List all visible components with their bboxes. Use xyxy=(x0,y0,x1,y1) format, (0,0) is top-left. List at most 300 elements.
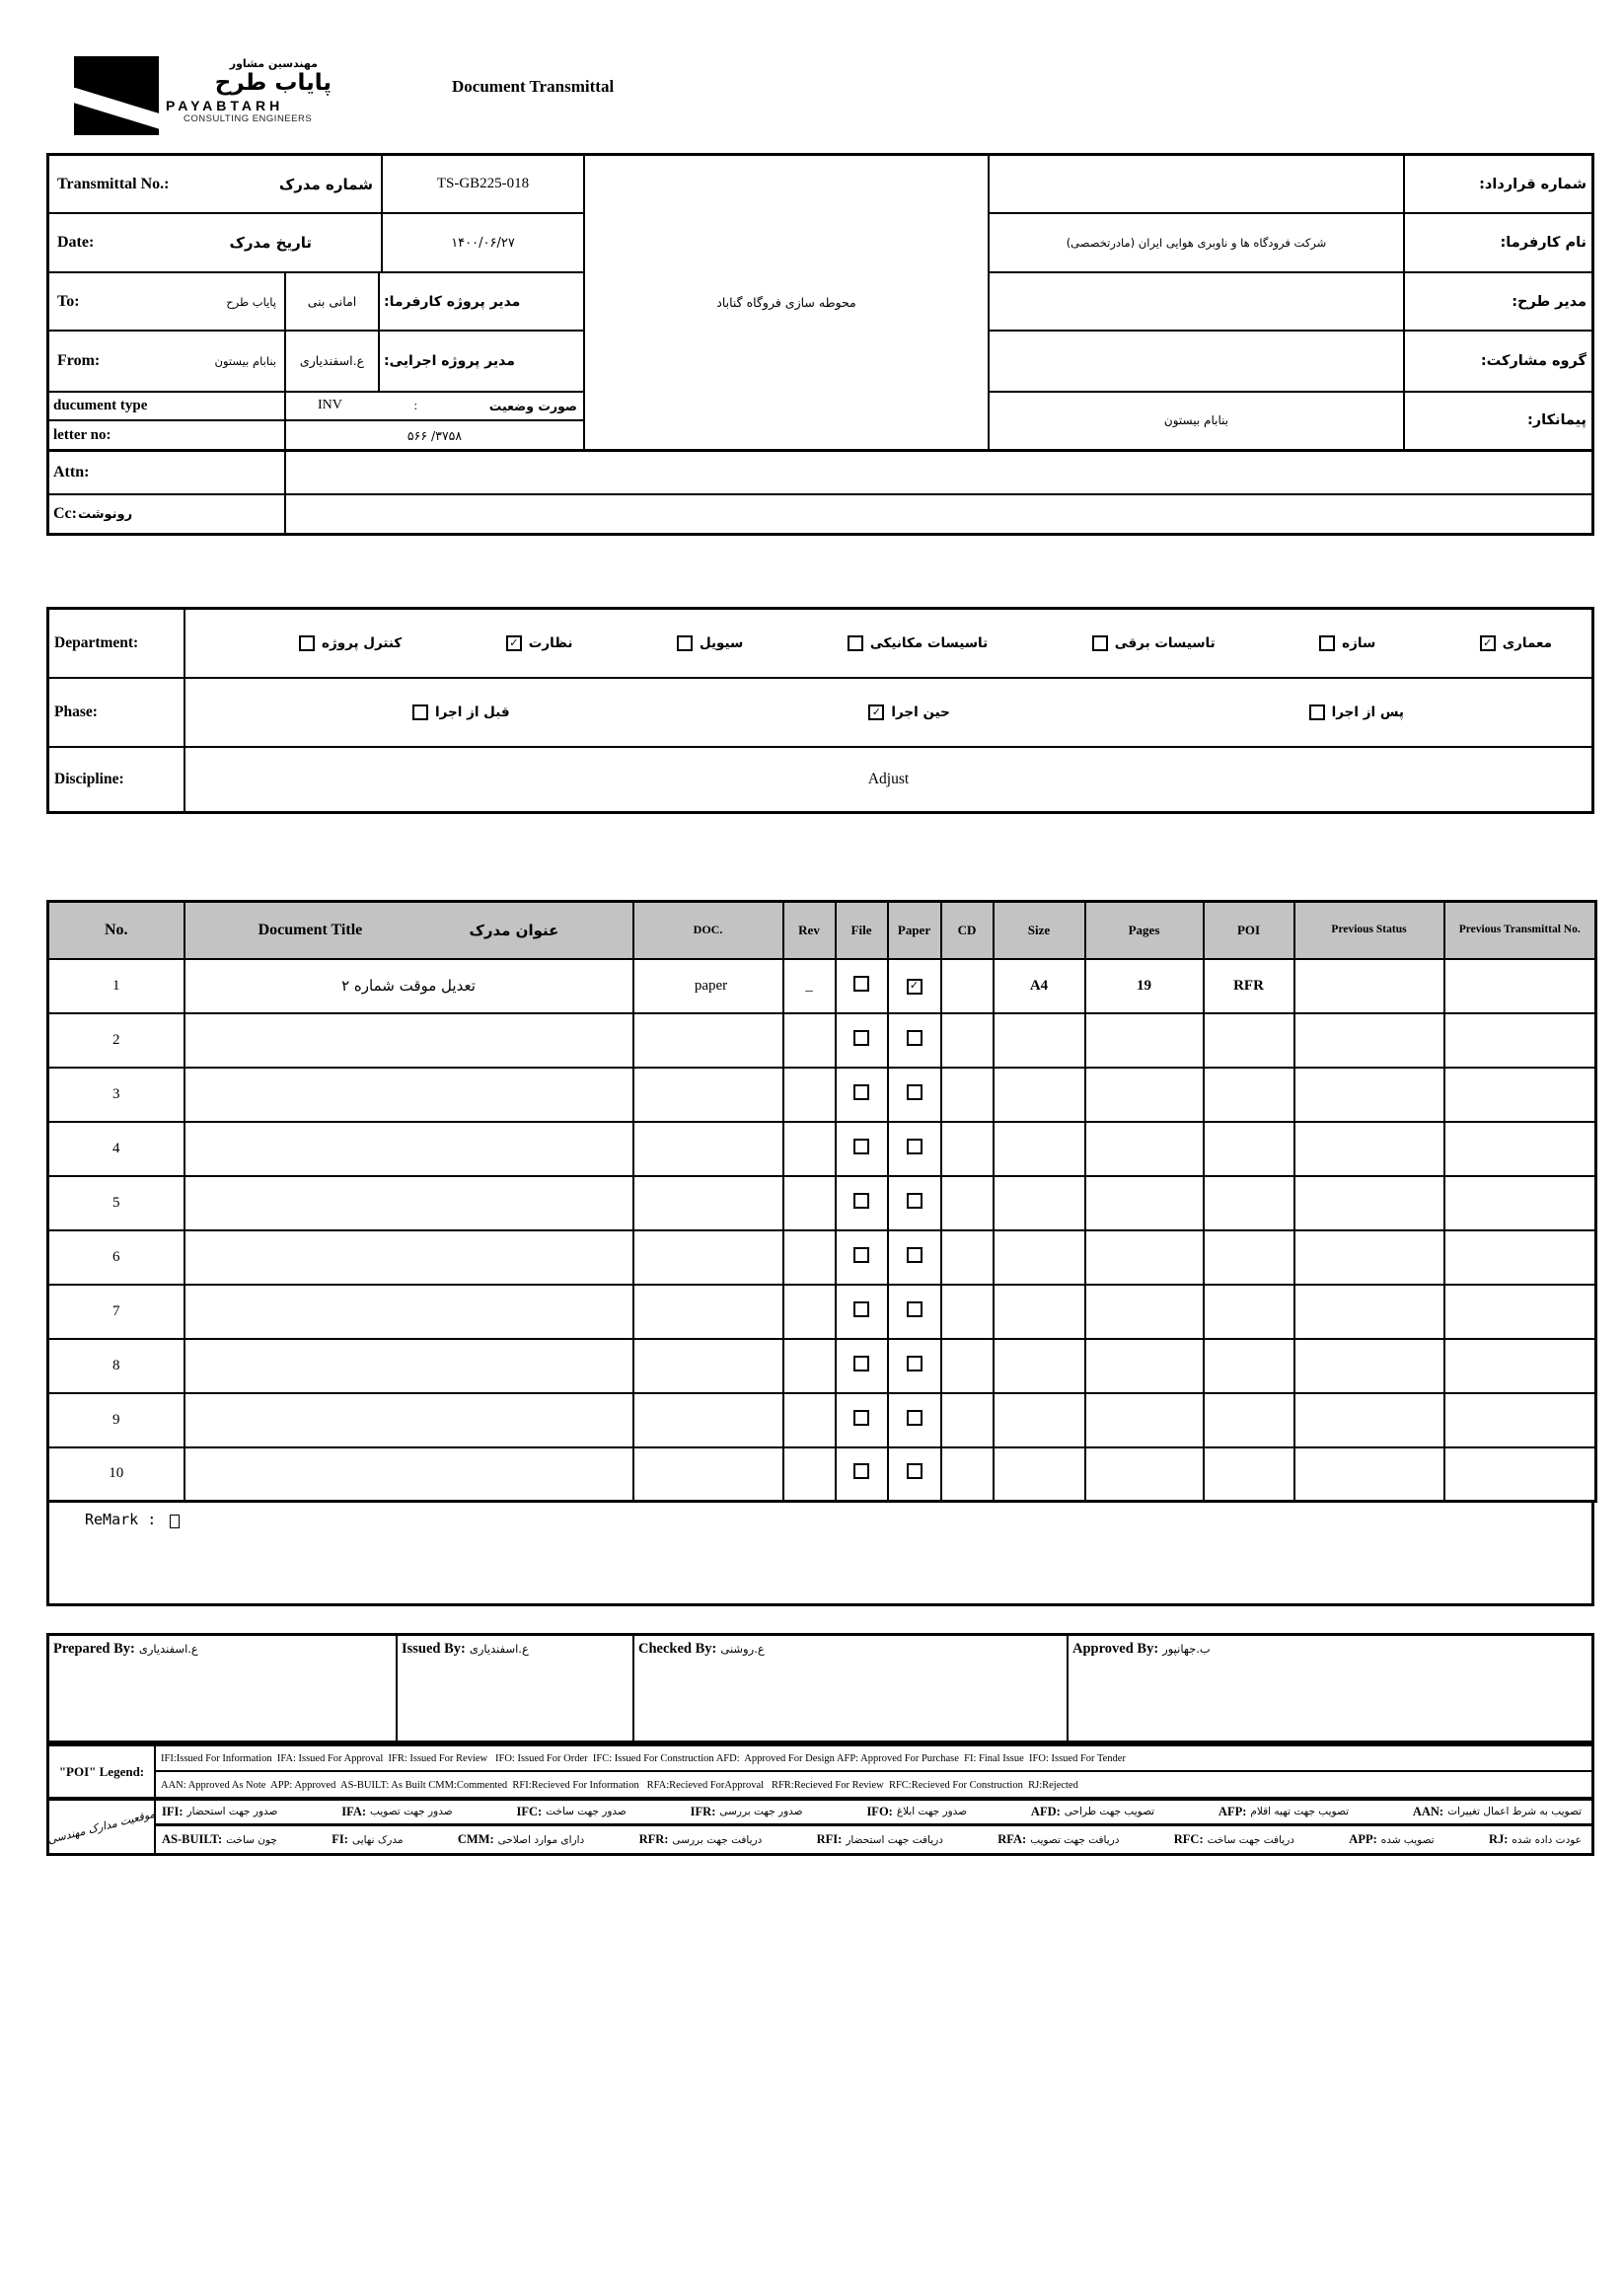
phase-checkbox[interactable]: ✓ xyxy=(868,704,884,720)
file-checkbox[interactable] xyxy=(853,1247,869,1263)
row-prev-status xyxy=(1294,1447,1444,1502)
doctype-value: INV : صورت وضعیت xyxy=(286,393,585,422)
row-prev-transmittal xyxy=(1444,1339,1596,1393)
table-row xyxy=(48,959,1596,1013)
prepared-by: Prepared By: ع.اسفندیاری xyxy=(49,1636,398,1741)
date-value: ۱۴۰۰/۰۶/۲۷ xyxy=(383,214,585,272)
logo-fa-tagline: مهندسین مشاور xyxy=(229,57,318,70)
col-file: File xyxy=(836,902,888,959)
row-size xyxy=(994,1122,1085,1176)
legend-text: تصویب به شرط اعمال تغییرات xyxy=(1447,1806,1582,1817)
legend-entry xyxy=(1174,1832,1294,1847)
row-prev-status xyxy=(1294,1230,1444,1285)
doctype-label: ducument type xyxy=(49,393,286,422)
row-size xyxy=(994,1339,1085,1393)
to-value: پایاب طرح xyxy=(226,294,276,309)
file-checkbox[interactable] xyxy=(853,1356,869,1371)
letterno-value: ۵۶۶ /۳۷۵۸ xyxy=(286,421,585,449)
row-title xyxy=(185,1122,633,1176)
row-size xyxy=(994,1285,1085,1339)
contract-no-label: شماره قرارداد: xyxy=(1403,156,1591,212)
paper-checkbox[interactable] xyxy=(907,1084,923,1100)
department-checkbox[interactable] xyxy=(1092,635,1108,651)
paper-checkbox[interactable] xyxy=(907,1193,923,1209)
department-option xyxy=(848,635,988,651)
row-pages xyxy=(1085,1285,1204,1339)
row-paper xyxy=(888,1013,941,1068)
remark-label: ReMark : xyxy=(85,1511,157,1528)
legend-text: مدرک نهایی xyxy=(351,1833,404,1846)
legend-code: AFP: xyxy=(1218,1804,1247,1818)
department-checkbox[interactable] xyxy=(677,635,693,651)
row-doc: paper xyxy=(633,959,783,1013)
legend-text: عودت داده شده xyxy=(1512,1833,1582,1846)
row-cd xyxy=(941,1447,994,1502)
row-file xyxy=(836,1122,888,1176)
legend-entry xyxy=(162,1832,277,1847)
remark-section xyxy=(46,1503,1594,1606)
row-title xyxy=(185,1393,633,1447)
legend-entry xyxy=(1031,1805,1154,1819)
legend-entry xyxy=(458,1832,584,1847)
row-prev-transmittal xyxy=(1444,1447,1596,1502)
logo-swoosh-icon xyxy=(74,86,159,132)
department-option-label: نظارت xyxy=(528,635,573,651)
row-size xyxy=(994,1230,1085,1285)
row-cd xyxy=(941,1393,994,1447)
col-paper: Paper xyxy=(888,902,941,959)
row-paper xyxy=(888,1230,941,1285)
fa-legend-line2 xyxy=(156,1826,1591,1853)
row-file xyxy=(836,1285,888,1339)
phase-option xyxy=(1309,704,1404,720)
row-poi xyxy=(1204,1122,1294,1176)
paper-checkbox[interactable] xyxy=(907,1247,923,1263)
legend-code: RFC: xyxy=(1173,1832,1204,1846)
plan-manager-value xyxy=(990,273,1403,330)
document-list xyxy=(46,900,1594,1606)
legend-text: صدور جهت تصویب xyxy=(370,1806,453,1817)
phase-checkbox[interactable] xyxy=(412,704,428,720)
legend-entry xyxy=(691,1805,803,1819)
file-checkbox[interactable] xyxy=(853,1030,869,1046)
legend-code: RFI: xyxy=(816,1832,843,1846)
col-doc: DOC. xyxy=(633,902,783,959)
department-checkbox[interactable] xyxy=(1319,635,1335,651)
from-role-label: مدیر پروژه اجرایی: xyxy=(380,332,585,392)
row-prev-transmittal xyxy=(1444,1285,1596,1339)
legend-entry xyxy=(1413,1805,1582,1819)
logo-fa-brand: پایاب طرح xyxy=(214,70,332,96)
legend-text: چون ساخت xyxy=(226,1833,277,1846)
legend-code: RFA: xyxy=(997,1832,1027,1846)
file-checkbox[interactable] xyxy=(853,1301,869,1317)
department-option-label: معماری xyxy=(1502,635,1552,651)
project-name: محوطه سازی فروگاه گناباد xyxy=(585,156,990,449)
row-title xyxy=(185,1285,633,1339)
col-prev-status: Previous Status xyxy=(1294,902,1444,959)
row-doc xyxy=(633,1068,783,1122)
legend-entry xyxy=(866,1805,967,1819)
paper-checkbox[interactable]: ✓ xyxy=(907,979,923,995)
client-name-value: شرکت فرودگاه ها و ناوبری هوایی ایران (مادرتخصصی) xyxy=(1066,236,1327,251)
row-cd xyxy=(941,1068,994,1122)
from-value: بنابام بیستون xyxy=(214,353,276,368)
row-file xyxy=(836,1013,888,1068)
legend-text: تصویب جهت طراحی xyxy=(1064,1806,1155,1817)
poi-legend-line2: AAN: Approved As Note APP: Approved AS-BUILT: As Built CMM:Commented RFI:Recieved For Information RFA:Recieved ForApproval RFR:Recieved For Review RFC:Recieved For Construction RJ:Rejected xyxy=(161,1779,1078,1791)
from-field: From: بنابام بیستون xyxy=(49,332,286,392)
department-option xyxy=(299,635,402,651)
row-no: 7 xyxy=(48,1285,185,1339)
row-doc xyxy=(633,1230,783,1285)
row-prev-transmittal xyxy=(1444,1393,1596,1447)
row-prev-transmittal xyxy=(1444,1230,1596,1285)
table-row xyxy=(48,1176,1596,1230)
row-cd xyxy=(941,1013,994,1068)
remark-box-icon xyxy=(170,1515,180,1528)
legend-text: صدور جهت ابلاغ xyxy=(896,1806,968,1817)
department-option xyxy=(1092,635,1216,651)
legend-entry xyxy=(162,1805,277,1819)
row-no: 10 xyxy=(48,1447,185,1502)
row-cd xyxy=(941,1285,994,1339)
row-poi: RFR xyxy=(1204,959,1294,1013)
phase-option-label: پس از اجرا xyxy=(1331,704,1404,720)
row-prev-status xyxy=(1294,1176,1444,1230)
legend-code: IFR: xyxy=(690,1804,716,1818)
department-checkbox[interactable] xyxy=(848,635,863,651)
legend-code: APP: xyxy=(1349,1832,1377,1846)
row-poi xyxy=(1204,1068,1294,1122)
legend-code: AFD: xyxy=(1030,1804,1061,1818)
row-file xyxy=(836,1068,888,1122)
department-option-label: تاسیسات برقی xyxy=(1114,635,1216,651)
row-rev xyxy=(783,1393,836,1447)
legend-code: RFR: xyxy=(638,1832,669,1846)
row-rev xyxy=(783,1447,836,1502)
partnership-group-value xyxy=(990,332,1403,390)
document-table-header xyxy=(48,902,1596,959)
from-person: ع.اسفندیاری xyxy=(286,332,380,392)
row-size xyxy=(994,1447,1085,1502)
row-doc xyxy=(633,1339,783,1393)
legend-text: تصویب شده xyxy=(1380,1833,1435,1846)
row-prev-transmittal xyxy=(1444,1122,1596,1176)
legend-code: AAN: xyxy=(1412,1804,1444,1818)
legend-code: FI: xyxy=(332,1832,348,1846)
phase-option-label: حین اجرا xyxy=(891,704,950,720)
department-option-label: کنترل پروژه xyxy=(322,635,403,651)
row-pages: 19 xyxy=(1085,959,1204,1013)
partnership-group-label: گروه مشارکت: xyxy=(1403,332,1591,390)
row-doc xyxy=(633,1447,783,1502)
company-logo xyxy=(74,56,159,135)
row-file xyxy=(836,959,888,1013)
row-paper xyxy=(888,1068,941,1122)
row-size: A4 xyxy=(994,959,1085,1013)
logo-en-subtitle: CONSULTING ENGINEERS xyxy=(184,113,313,124)
row-rev xyxy=(783,1285,836,1339)
legend-text: صدور جهت ساخت xyxy=(546,1806,627,1817)
to-field: To: پایاب طرح xyxy=(49,273,286,332)
department-checkbox[interactable] xyxy=(299,635,315,651)
row-no: 3 xyxy=(48,1068,185,1122)
row-rev xyxy=(783,1068,836,1122)
row-title xyxy=(185,1176,633,1230)
date-label: Date: تاریخ مدرک xyxy=(49,214,383,272)
fa-legend-line1 xyxy=(156,1800,1591,1826)
row-title xyxy=(185,1013,633,1068)
table-row xyxy=(48,1013,1596,1068)
row-no: 1 xyxy=(48,959,185,1013)
row-file xyxy=(836,1339,888,1393)
legend-entry xyxy=(332,1832,403,1847)
file-checkbox[interactable] xyxy=(853,1084,869,1100)
legend-code: IFC: xyxy=(516,1804,543,1818)
phase-option xyxy=(868,704,949,720)
row-cd xyxy=(941,1230,994,1285)
legend-code: IFA: xyxy=(341,1804,367,1818)
row-prev-status xyxy=(1294,959,1444,1013)
legend-text: دارای موارد اصلاحی xyxy=(497,1833,585,1846)
paper-checkbox[interactable] xyxy=(907,1030,923,1046)
col-no: No. xyxy=(48,902,185,959)
row-pages xyxy=(1085,1068,1204,1122)
row-poi xyxy=(1204,1393,1294,1447)
fa-legend-label: موقعیت مدارک مهندسی xyxy=(49,1800,156,1853)
paper-checkbox[interactable] xyxy=(907,1410,923,1426)
row-poi xyxy=(1204,1339,1294,1393)
row-cd xyxy=(941,1339,994,1393)
transmittal-no-label: Transmittal No.: شماره مدرک xyxy=(49,156,383,214)
discipline-value: Adjust xyxy=(867,771,910,787)
department-option-label: سیویل xyxy=(699,635,744,651)
table-row xyxy=(48,1285,1596,1339)
row-rev xyxy=(783,1230,836,1285)
file-checkbox[interactable] xyxy=(853,976,869,992)
poi-legend xyxy=(46,1743,1594,1801)
poi-legend-label: "POI" Legend: xyxy=(49,1746,156,1798)
row-rev xyxy=(783,1339,836,1393)
row-size xyxy=(994,1176,1085,1230)
row-prev-status xyxy=(1294,1285,1444,1339)
row-file xyxy=(836,1176,888,1230)
row-file xyxy=(836,1447,888,1502)
row-pages xyxy=(1085,1122,1204,1176)
row-paper xyxy=(888,1122,941,1176)
department-checkbox[interactable]: ✓ xyxy=(506,635,522,651)
plan-manager-label: مدیر طرح: xyxy=(1403,273,1591,330)
row-title xyxy=(185,1339,633,1393)
legend-entry xyxy=(341,1805,452,1819)
paper-checkbox[interactable] xyxy=(907,1301,923,1317)
col-cd: CD xyxy=(941,902,994,959)
row-pages xyxy=(1085,1339,1204,1393)
row-prev-transmittal xyxy=(1444,1068,1596,1122)
to-person: امانی بنی xyxy=(286,273,380,332)
row-prev-transmittal xyxy=(1444,959,1596,1013)
contractor-label: پیمانکار: xyxy=(1403,393,1591,449)
row-no: 5 xyxy=(48,1176,185,1230)
department-option xyxy=(506,635,573,651)
paper-checkbox[interactable] xyxy=(907,1356,923,1371)
legend-code: RJ: xyxy=(1488,1832,1509,1846)
row-prev-status xyxy=(1294,1013,1444,1068)
row-paper xyxy=(888,1285,941,1339)
row-title xyxy=(185,1068,633,1122)
row-prev-transmittal xyxy=(1444,1176,1596,1230)
file-checkbox[interactable] xyxy=(853,1410,869,1426)
contractor-value: بنابام بیستون xyxy=(1163,413,1229,428)
legend-entry xyxy=(639,1832,763,1847)
approved-by: Approved By: ب.جهانپور xyxy=(1072,1641,1211,1657)
row-size xyxy=(994,1013,1085,1068)
department-option xyxy=(677,635,743,651)
attn-label: Attn: xyxy=(49,452,286,493)
table-row xyxy=(48,1068,1596,1122)
legend-entry xyxy=(1218,1805,1349,1819)
cc-label: Cc: رونوشت xyxy=(49,495,286,533)
signatures-row xyxy=(46,1633,1594,1743)
row-cd xyxy=(941,959,994,1013)
row-no: 4 xyxy=(48,1122,185,1176)
row-poi xyxy=(1204,1176,1294,1230)
transmittal-info-table xyxy=(46,153,1594,536)
row-pages xyxy=(1085,1176,1204,1230)
row-paper xyxy=(888,1176,941,1230)
poi-legend-line1: IFI:Issued For Information IFA: Issued For Approval IFR: Issued For Review IFO: Issued For Order IFC: Issued For Construction AFD: Approved For Design AFP: Approved For Purchase FI: Final Issue IFO: Issued For Tender xyxy=(156,1746,1591,1772)
page-title: Document Transmittal xyxy=(452,77,615,96)
legend-code: CMM: xyxy=(457,1832,494,1846)
row-pages xyxy=(1085,1230,1204,1285)
cc-value xyxy=(286,495,1591,533)
transmittal-no-value: TS-GB225-018 xyxy=(383,156,585,214)
row-file xyxy=(836,1230,888,1285)
department-option-label: سازه xyxy=(1342,635,1376,651)
fa-legend xyxy=(46,1797,1594,1856)
row-no: 8 xyxy=(48,1339,185,1393)
row-prev-status xyxy=(1294,1393,1444,1447)
letterno-label: letter no: xyxy=(49,421,286,449)
client-name-label: نام کارفرما: xyxy=(1403,214,1591,270)
row-paper xyxy=(888,1447,941,1502)
file-checkbox[interactable] xyxy=(853,1463,869,1479)
row-doc xyxy=(633,1013,783,1068)
row-doc xyxy=(633,1122,783,1176)
legend-text: دریافت جهت تصویب xyxy=(1030,1833,1120,1846)
legend-text: تصویب جهت تهیه اقلام xyxy=(1250,1806,1349,1817)
legend-text: دریافت جهت استحضار xyxy=(846,1833,943,1846)
row-rev xyxy=(783,1176,836,1230)
phase-option-label: قبل از اجرا xyxy=(435,704,510,720)
paper-checkbox[interactable] xyxy=(907,1139,923,1154)
file-checkbox[interactable] xyxy=(853,1139,869,1154)
row-no: 2 xyxy=(48,1013,185,1068)
row-doc xyxy=(633,1176,783,1230)
row-doc xyxy=(633,1393,783,1447)
table-row xyxy=(48,1122,1596,1176)
legend-entry xyxy=(1349,1832,1434,1847)
row-paper xyxy=(888,1393,941,1447)
attn-value xyxy=(286,452,1591,493)
row-rev xyxy=(783,1013,836,1068)
col-pages: Pages xyxy=(1085,902,1204,959)
issued-by: Issued By: ع.اسفندیاری xyxy=(398,1636,634,1741)
department-options xyxy=(185,610,1591,677)
to-role-label: مدیر پروژه کارفرما: xyxy=(380,273,585,332)
row-file xyxy=(836,1393,888,1447)
row-title xyxy=(185,1230,633,1285)
row-cd xyxy=(941,1122,994,1176)
discipline-label: Discipline: xyxy=(49,748,185,811)
row-pages xyxy=(1085,1447,1204,1502)
table-row xyxy=(48,1393,1596,1447)
legend-entry xyxy=(997,1832,1119,1847)
legend-code: IFO: xyxy=(866,1804,893,1818)
legend-code: IFI: xyxy=(162,1804,184,1818)
classification-table xyxy=(46,607,1594,814)
department-option xyxy=(1480,635,1552,651)
col-size: Size xyxy=(994,902,1085,959)
col-poi: POI xyxy=(1204,902,1294,959)
legend-entry xyxy=(1489,1832,1582,1847)
col-prev-transmittal: Previous Transmittal No. xyxy=(1444,902,1596,959)
contract-no-value xyxy=(990,156,1403,212)
row-prev-status xyxy=(1294,1122,1444,1176)
legend-text: صدور جهت استحضار xyxy=(186,1806,278,1817)
department-checkbox[interactable]: ✓ xyxy=(1480,635,1496,651)
row-paper xyxy=(888,1339,941,1393)
phase-checkbox[interactable] xyxy=(1309,704,1325,720)
row-poi xyxy=(1204,1447,1294,1502)
table-row xyxy=(48,1447,1596,1502)
phase-options xyxy=(185,679,1591,746)
paper-checkbox[interactable] xyxy=(907,1463,923,1479)
row-doc xyxy=(633,1285,783,1339)
row-prev-status xyxy=(1294,1068,1444,1122)
row-no: 6 xyxy=(48,1230,185,1285)
col-rev: Rev xyxy=(783,902,836,959)
department-label: Department: xyxy=(49,610,185,677)
row-poi xyxy=(1204,1013,1294,1068)
file-checkbox[interactable] xyxy=(853,1193,869,1209)
row-cd xyxy=(941,1176,994,1230)
phase-label: Phase: xyxy=(49,679,185,746)
logo-en-brand: PAYABTARH xyxy=(166,98,284,113)
department-option xyxy=(1319,635,1375,651)
row-poi xyxy=(1204,1285,1294,1339)
row-no: 9 xyxy=(48,1393,185,1447)
row-rev: _ xyxy=(783,959,836,1013)
row-size xyxy=(994,1068,1085,1122)
col-title: Document Title عنوان مدرک xyxy=(185,902,633,959)
row-poi xyxy=(1204,1230,1294,1285)
row-pages xyxy=(1085,1393,1204,1447)
row-prev-status xyxy=(1294,1339,1444,1393)
legend-text: صدور جهت بررسی xyxy=(719,1806,803,1817)
checked-by: Checked By: ع.روشنی xyxy=(634,1636,1069,1741)
row-title: تعدیل موقت شماره ۲ xyxy=(185,959,633,1013)
phase-option xyxy=(412,704,510,720)
legend-entry xyxy=(516,1805,626,1819)
row-rev xyxy=(783,1122,836,1176)
legend-text: دریافت جهت ساخت xyxy=(1207,1833,1294,1846)
row-paper xyxy=(888,959,941,1013)
row-pages xyxy=(1085,1013,1204,1068)
department-option-label: تاسیسات مکانیکی xyxy=(869,635,989,651)
legend-code: AS-BUILT: xyxy=(162,1832,223,1846)
